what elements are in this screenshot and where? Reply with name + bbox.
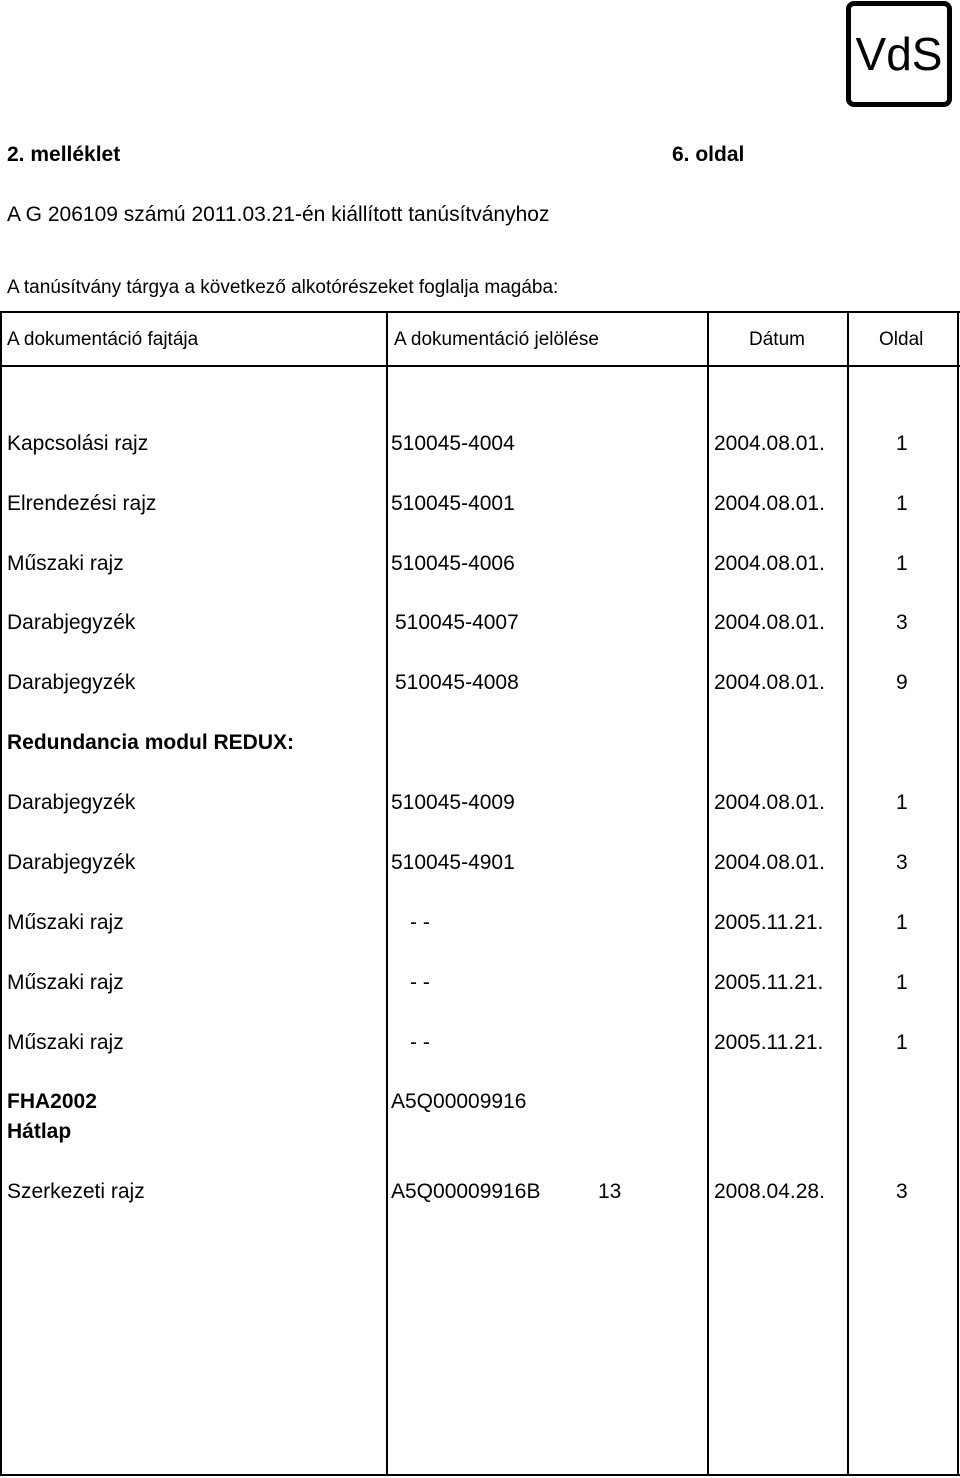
vds-logo	[846, 1, 952, 107]
doc-date: 2004.08.01.	[714, 552, 825, 575]
doc-type: Szerkezeti rajz	[7, 1180, 145, 1203]
doc-id: 510045-4008	[395, 671, 519, 694]
doc-id: 510045-4901	[391, 851, 515, 874]
column-divider-1	[386, 311, 388, 1476]
doc-pages: 3	[896, 1180, 908, 1203]
product-name: FHA2002	[7, 1090, 97, 1113]
page-number: 6. oldal	[672, 143, 745, 166]
doc-type: Műszaki rajz	[7, 911, 124, 934]
header-divider	[0, 365, 960, 367]
doc-date: 2004.08.01.	[714, 791, 825, 814]
column-header-id: A dokumentáció jelölése	[394, 329, 599, 350]
doc-pages: 1	[896, 791, 908, 814]
doc-type: Műszaki rajz	[7, 1031, 124, 1054]
border-right	[957, 311, 959, 1476]
doc-date: 2008.04.28.	[714, 1180, 825, 1203]
doc-date: 2005.11.21.	[714, 1031, 824, 1054]
doc-type: Műszaki rajz	[7, 971, 124, 994]
product-subtitle: Hátlap	[7, 1120, 72, 1143]
border-left	[0, 311, 2, 1476]
table-bottom-border	[0, 1474, 960, 1476]
annex-label: 2. melléklet	[7, 143, 121, 166]
intro-text: A tanúsítvány tárgya a következő alkotórészeket foglalja magába:	[7, 277, 559, 298]
doc-type: Darabjegyzék	[7, 671, 136, 694]
doc-date: 2004.08.01.	[714, 432, 825, 455]
doc-pages: 1	[896, 971, 908, 994]
doc-date: 2005.11.21.	[714, 911, 824, 934]
doc-id: - -	[410, 911, 430, 934]
doc-type: Elrendezési rajz	[7, 492, 157, 515]
section-heading: Redundancia modul REDUX:	[7, 731, 295, 754]
certificate-line: A G 206109 számú 2011.03.21-én kiállított tanúsítványhoz	[7, 203, 550, 226]
doc-id: A5Q00009916	[391, 1090, 527, 1113]
doc-type: Darabjegyzék	[7, 611, 136, 634]
doc-pages: 1	[896, 492, 908, 515]
doc-id: 510045-4006	[391, 552, 515, 575]
doc-id: A5Q00009916B	[391, 1180, 541, 1203]
column-divider-3	[847, 311, 849, 1476]
column-header-pages: Oldal	[879, 329, 924, 350]
doc-date: 2004.08.01.	[714, 492, 825, 515]
doc-id: 510045-4001	[391, 492, 515, 515]
doc-pages: 1	[896, 911, 908, 934]
column-header-type: A dokumentáció fajtája	[7, 329, 199, 350]
doc-id: - -	[410, 971, 430, 994]
doc-extra-number: 13	[598, 1180, 622, 1203]
vds-logo-text: VdS	[855, 28, 943, 80]
doc-pages: 3	[896, 851, 908, 874]
doc-type: Darabjegyzék	[7, 791, 136, 814]
doc-pages: 9	[896, 671, 908, 694]
doc-type: Darabjegyzék	[7, 851, 136, 874]
doc-pages: 3	[896, 611, 908, 634]
column-divider-2	[707, 311, 709, 1476]
column-header-date: Dátum	[749, 329, 805, 350]
doc-id: 510045-4009	[391, 791, 515, 814]
doc-id: 510045-4007	[395, 611, 519, 634]
doc-type: Kapcsolási rajz	[7, 432, 149, 455]
doc-date: 2005.11.21.	[714, 971, 824, 994]
doc-pages: 1	[896, 1031, 908, 1054]
doc-id: 510045-4004	[391, 432, 515, 455]
doc-id: - -	[410, 1031, 430, 1054]
doc-pages: 1	[896, 552, 908, 575]
doc-type: Műszaki rajz	[7, 552, 124, 575]
doc-date: 2004.08.01.	[714, 671, 825, 694]
table-top-border	[0, 311, 960, 313]
doc-date: 2004.08.01.	[714, 851, 825, 874]
doc-date: 2004.08.01.	[714, 611, 825, 634]
doc-pages: 1	[896, 432, 908, 455]
